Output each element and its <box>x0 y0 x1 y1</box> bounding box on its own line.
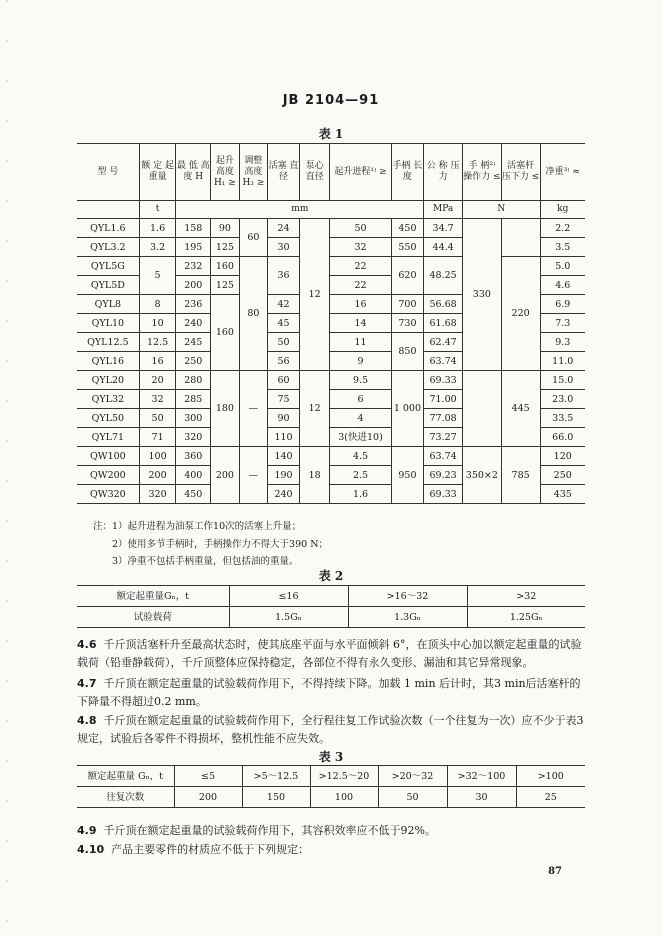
col-pump: 泵心 直径 <box>299 144 330 201</box>
table-cell: 22 <box>330 257 391 276</box>
table-cell: 6 <box>330 390 391 409</box>
table-cell: 158 <box>176 219 211 238</box>
table-cell: 69.33 <box>424 371 463 390</box>
table-cell: 400 <box>176 466 211 485</box>
table-cell: >32～100 <box>447 766 516 787</box>
table-cell: 100 <box>139 447 176 466</box>
table-cell: 11 <box>330 333 391 352</box>
table-cell: 450 <box>176 485 211 504</box>
table-cell: 50 <box>139 409 176 428</box>
table-cell: 785 <box>501 447 540 504</box>
table-cell: 4.5 <box>330 447 391 466</box>
table-cell: 435 <box>540 485 585 504</box>
table-cell: 100 <box>310 787 378 808</box>
table-cell: 220 <box>501 257 540 371</box>
table-cell: 9.3 <box>540 333 585 352</box>
table-cell: >100 <box>516 766 585 787</box>
table-cell: 77.08 <box>424 409 463 428</box>
table-cell: 140 <box>268 447 300 466</box>
table-cell: 850 <box>391 333 424 371</box>
table-cell: 90 <box>268 409 300 428</box>
table-cell: QYL12.5 <box>77 333 139 352</box>
table-cell: 50 <box>378 787 447 808</box>
table-cell: 22 <box>330 276 391 295</box>
clause-4-8: 4.8 千斤顶在额定起重量的试验载荷作用下，全行程往复工作试验次数（一个往复为一次）应不少于表3规定，试验后各零件不得损坏，整机性能不应失效。 <box>77 714 584 745</box>
table-cell: 250 <box>540 466 585 485</box>
table-cell: 63.74 <box>424 352 463 371</box>
table-cell: 71 <box>139 428 176 447</box>
col-adjust: 调整 高度 H₂ ≥ <box>239 144 268 201</box>
unit-n: N <box>463 201 541 219</box>
table-cell: 73.27 <box>424 428 463 447</box>
table-cell: 620 <box>391 257 424 295</box>
table-cell: 75 <box>268 390 300 409</box>
table-cell: 额定起重量Gₙ，t <box>77 586 229 607</box>
table-cell: 5.0 <box>540 257 585 276</box>
table-cell: 200 <box>139 466 176 485</box>
table-cell: 300 <box>176 409 211 428</box>
table-cell: 10 <box>139 314 176 333</box>
table-cell: 8 <box>139 295 176 314</box>
note-3: 3）净重不包括手柄重量，但包括油的重量。 <box>112 556 299 567</box>
table-cell: 11.0 <box>540 352 585 371</box>
col-capacity: 额 定 起重量 <box>139 144 176 201</box>
table-cell: 12 <box>299 371 330 447</box>
table-cell: 试验载荷 <box>77 607 229 628</box>
table-1 <box>77 143 585 504</box>
table-cell: 330 <box>463 219 502 371</box>
table-cell: QYL3.2 <box>77 238 139 257</box>
table-cell: 445 <box>501 371 540 447</box>
table-cell: QYL8 <box>77 295 139 314</box>
table-cell <box>77 201 139 219</box>
table-cell: QYL5G <box>77 257 139 276</box>
table-cell: 285 <box>176 390 211 409</box>
col-pressure: 公 称 压 力 <box>424 144 463 201</box>
clause-4-6: 4.6 千斤顶活塞杆升至最高状态时，使其底座平面与水平面倾斜 6°，在顶头中心加以额定起重量的试验载荷（铅垂静载荷），千斤顶整体应保持稳定，各部位不得有永久变形、漏油和其它异常现象。 <box>77 638 582 669</box>
table-cell: 20 <box>139 371 176 390</box>
table-cell: ≤16 <box>229 586 348 607</box>
table-cell: 120 <box>540 447 585 466</box>
col-stroke: 起升进程¹⁾ ≥ <box>330 144 391 201</box>
table-cell: 24 <box>268 219 300 238</box>
col-handle-length: 手柄 长度 <box>391 144 424 201</box>
table-cell: 1.6 <box>330 485 391 504</box>
table-cell: 32 <box>330 238 391 257</box>
table-cell: 9.5 <box>330 371 391 390</box>
table-cell: 90 <box>211 219 240 238</box>
table-cell: QYL1.6 <box>77 219 139 238</box>
table-cell: 69.23 <box>424 466 463 485</box>
table-cell: 236 <box>176 295 211 314</box>
table-cell: 5 <box>139 257 176 295</box>
col-rod-force: 活塞杆 压下力 ≤ <box>501 144 540 201</box>
table-cell: 320 <box>176 428 211 447</box>
table-cell: 200 <box>174 787 242 808</box>
note-2: 2）使用多节手柄时，手柄操作力不得大于390 N； <box>112 539 329 550</box>
clause-4-9: 4.9 千斤顶在额定起重量的试验载荷作用下，其容积效率应不低于92%。 <box>77 824 436 837</box>
table-cell: QYL71 <box>77 428 139 447</box>
unit-t: t <box>139 201 176 219</box>
table-cell: 4 <box>330 409 391 428</box>
table-cell: 2.2 <box>540 219 585 238</box>
table-cell: 56.68 <box>424 295 463 314</box>
unit-mpa: MPa <box>424 201 463 219</box>
table-cell: 195 <box>176 238 211 257</box>
unit-mm: mm <box>176 201 424 219</box>
table-cell: >5～12.5 <box>242 766 310 787</box>
table-cell: 245 <box>176 333 211 352</box>
clause-4-10: 4.10 产品主要零件的材质应不低于下列规定： <box>77 843 310 856</box>
table-cell: 160 <box>211 295 240 371</box>
table-cell: 7.3 <box>540 314 585 333</box>
table-cell: 36 <box>268 257 300 295</box>
table-cell: 9 <box>330 352 391 371</box>
table-cell: 350×2 <box>463 447 502 504</box>
table3-caption: 表 3 <box>318 750 344 764</box>
table-cell: — <box>239 447 268 504</box>
table-cell: 60 <box>239 219 268 257</box>
table-cell: 1.3Gₙ <box>348 607 467 628</box>
table-cell: 730 <box>391 314 424 333</box>
table-cell: 950 <box>391 447 424 504</box>
table-cell: 30 <box>447 787 516 808</box>
table-cell: 240 <box>268 485 300 504</box>
table-cell: 23.0 <box>540 390 585 409</box>
table-cell: 45 <box>268 314 300 333</box>
table-cell: 232 <box>176 257 211 276</box>
table-cell: 240 <box>176 314 211 333</box>
table-cell: 62.47 <box>424 333 463 352</box>
table-cell: 30 <box>268 238 300 257</box>
table-cell: QYL50 <box>77 409 139 428</box>
table-cell: 125 <box>211 276 240 295</box>
table-cell: 50 <box>330 219 391 238</box>
table-cell: 550 <box>391 238 424 257</box>
table-cell: 1.25Gₙ <box>467 607 585 628</box>
table-cell: QYL10 <box>77 314 139 333</box>
table-cell: QYL32 <box>77 390 139 409</box>
table-cell: 190 <box>268 466 300 485</box>
clause-4-7: 4.7 千斤顶在额定起重量的试验载荷作用下，不得持续下降。加载 1 min 后计时，其3 min后活塞杆的下降量不得超过0.2 mm。 <box>77 677 581 708</box>
table2-caption: 表 2 <box>318 569 344 583</box>
table-cell: 18 <box>299 447 330 504</box>
table-cell: 700 <box>391 295 424 314</box>
table-cell: 360 <box>176 447 211 466</box>
table-cell: 61.68 <box>424 314 463 333</box>
table-cell: 250 <box>176 352 211 371</box>
table-cell: 320 <box>139 485 176 504</box>
table-cell: ≤5 <box>174 766 242 787</box>
table-cell: QW200 <box>77 466 139 485</box>
table-cell: 34.7 <box>424 219 463 238</box>
table-cell: 150 <box>242 787 310 808</box>
unit-kg: kg <box>540 201 585 219</box>
table-cell: 14 <box>330 314 391 333</box>
table-cell: QYL5D <box>77 276 139 295</box>
table-cell: 450 <box>391 219 424 238</box>
table-cell: 42 <box>268 295 300 314</box>
table-cell: 1.6 <box>139 219 176 238</box>
table-cell: QW100 <box>77 447 139 466</box>
table-cell: >32 <box>467 586 585 607</box>
table-cell <box>463 371 502 447</box>
standard-header: JB 2104—91 <box>282 93 380 108</box>
table-cell: 56 <box>268 352 300 371</box>
table-cell: 180 <box>211 371 240 447</box>
table-cell: 6.9 <box>540 295 585 314</box>
table-cell: 往复次数 <box>77 787 174 808</box>
table-cell: 110 <box>268 428 300 447</box>
table-cell: QYL16 <box>77 352 139 371</box>
page-number: 87 <box>548 866 562 877</box>
table-cell: 16 <box>139 352 176 371</box>
table-cell <box>501 219 540 257</box>
table-cell: >12.5～20 <box>310 766 378 787</box>
table-cell: 12.5 <box>139 333 176 352</box>
table-cell: >20～32 <box>378 766 447 787</box>
col-lift: 起升 高度 H₁ ≥ <box>211 144 240 201</box>
table-cell: 1.5Gₙ <box>229 607 348 628</box>
table-cell: >16～32 <box>348 586 467 607</box>
table-cell: 3(快进10) <box>330 428 391 447</box>
table-cell: 200 <box>176 276 211 295</box>
table-cell: 125 <box>211 238 240 257</box>
table-cell: 32 <box>139 390 176 409</box>
table-cell: 60 <box>268 371 300 390</box>
table-cell: 69.33 <box>424 485 463 504</box>
table-cell: 160 <box>211 257 240 276</box>
table-cell: 16 <box>330 295 391 314</box>
table-cell: 63.74 <box>424 447 463 466</box>
table-cell: 48.25 <box>424 257 463 295</box>
table-cell: 4.6 <box>540 276 585 295</box>
table1-caption: 表 1 <box>318 127 344 141</box>
table-cell: 71.00 <box>424 390 463 409</box>
table-cell: 50 <box>268 333 300 352</box>
note-1: 注：1）起升进程为油泵工作10次的活塞上升量； <box>93 521 302 532</box>
table-cell: 200 <box>211 447 240 504</box>
table-cell: 280 <box>176 371 211 390</box>
table-cell: 25 <box>516 787 585 808</box>
table-cell: 66.0 <box>540 428 585 447</box>
table-2 <box>77 585 585 628</box>
table-cell: — <box>239 371 268 447</box>
table-cell: 12 <box>299 219 330 371</box>
table-cell: 1 000 <box>391 371 424 447</box>
table-cell: QW320 <box>77 485 139 504</box>
table-cell: 80 <box>239 257 268 371</box>
col-piston: 活塞 直径 <box>268 144 300 201</box>
col-handle-force: 手 柄²⁾ 操作力 ≤ <box>463 144 502 201</box>
table-cell: 3.2 <box>139 238 176 257</box>
table-cell: 33.5 <box>540 409 585 428</box>
col-weight: 净重³⁾ ≈ <box>540 144 585 201</box>
table-cell: 44.4 <box>424 238 463 257</box>
col-model: 型 号 <box>77 144 139 201</box>
table-cell: 2.5 <box>330 466 391 485</box>
table-cell: 15.0 <box>540 371 585 390</box>
col-min-height: 最 低 高 度 H <box>176 144 211 201</box>
table-cell: 3.5 <box>540 238 585 257</box>
table-cell: 额定起重量 Gₙ，t <box>77 766 174 787</box>
table-cell: QYL20 <box>77 371 139 390</box>
table-3 <box>77 765 585 808</box>
